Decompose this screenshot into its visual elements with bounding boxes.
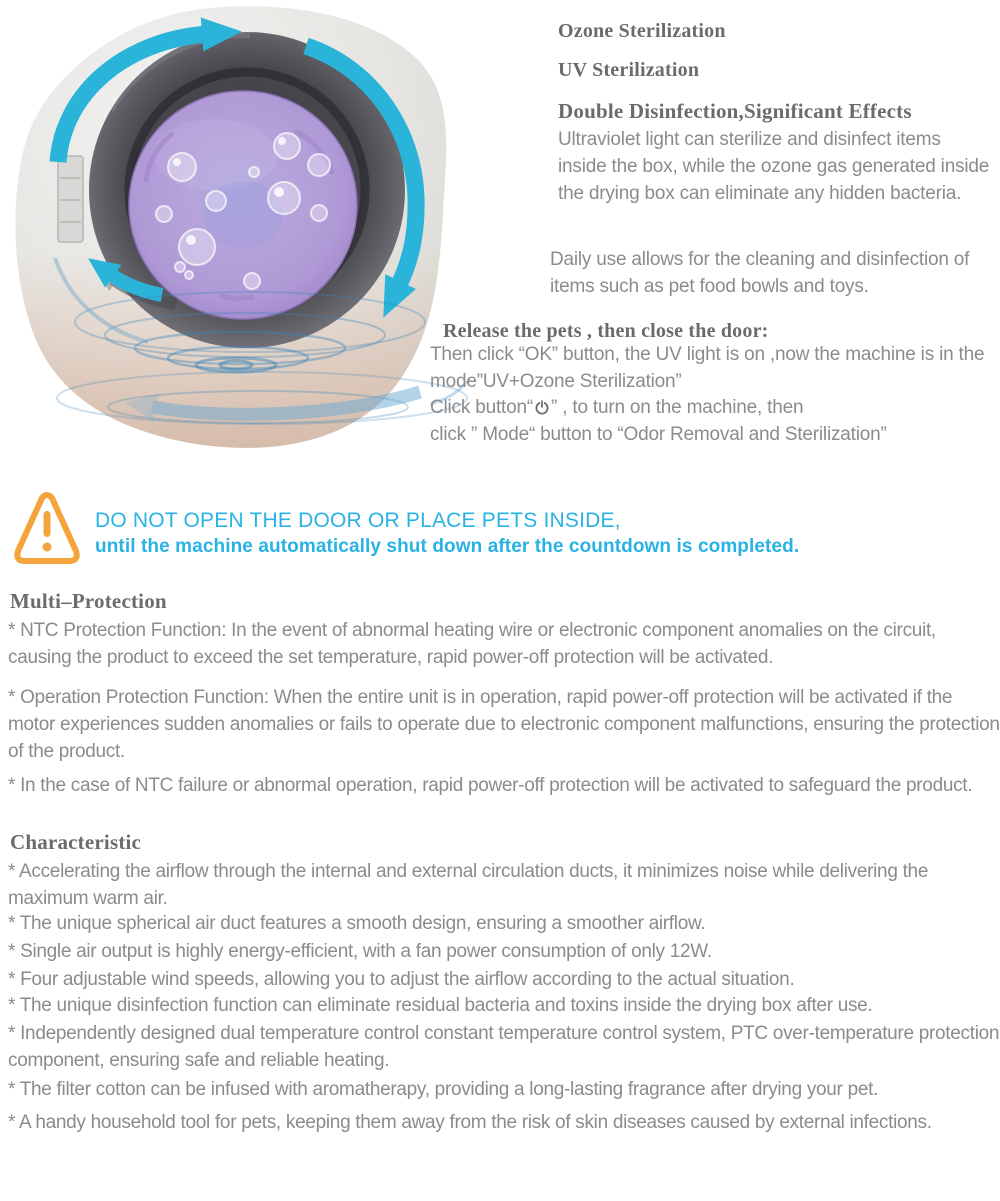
characteristic-item: * The unique disinfection function can eliminate residual bacteria and toxins inside the drying box after use. [8,995,873,1016]
uv-window [129,91,357,319]
characteristic-item: * Independently designed dual temperature control constant temperature control system, PTC over-temperature protection component, ensuring safe and reliable heating. [8,1023,1000,1071]
characteristic-item: * Accelerating the airflow through the internal and external circulation ducts, it minimizes noise while delivering the maximum warm air. [8,861,929,909]
power-button-instruction [430,394,1000,448]
mode-button-instruction: click ” Mode“ button to “Odor Removal and Sterilization” [430,424,887,445]
operation-protection-paragraph: * Operation Protection Function: When the entire unit is in operation, rapid power-off protection will be activated if the motor experiences sudden anomalies or fails to operate due to electronic component malfunctions, ensuring the protection of the product. [8,687,1000,762]
heading-uv-sterilization: UV Sterilization [558,59,700,81]
heading-ozone-sterilization: Ozone Sterilization [558,20,726,42]
characteristic-item: * The filter cotton can be infused with aromatherapy, providing a long-lasting fragrance after drying your pet. [8,1079,879,1100]
daily-use-paragraph: Daily use allows for the cleaning and disinfection of items such as pet food bowls and toys. [550,249,970,297]
warning-text-line1: DO NOT OPEN THE DOOR OR PLACE PETS INSIDE, [95,509,621,532]
warning-triangle-icon [14,491,80,565]
heading-double-disinfection: Double Disinfection,Significant Effects [558,99,912,123]
uv-description-paragraph: Ultraviolet light can sterilize and disinfect items inside the box, while the ozone gas generated inside the drying box can eliminate any hidden bacteria. [558,129,990,204]
characteristic-item: * Single air output is highly energy-efficient, with a fan power consumption of only 12W. [8,941,712,962]
characteristic-item: * The unique spherical air duct features a smooth design, ensuring a smoother airflow. [8,913,706,934]
instruction-prefix: Click button“ [430,397,533,418]
power-icon [534,399,550,415]
warning-text-line2: until the machine automatically shut down after the countdown is completed. [95,536,800,557]
ok-button-instruction: Then click “OK” button, the UV light is on ,now the machine is in the mode”UV+Ozone Sterilization” [430,344,985,392]
ntc-protection-paragraph: * NTC Protection Function: In the event of abnormal heating wire or electronic component anomalies on the circuit, causing the product to exceed the set temperature, rapid power-off protection will be activated. [8,620,936,668]
multi-protection-title: Multi–Protection [10,589,167,613]
characteristic-title: Characteristic [10,830,142,854]
ntc-failure-paragraph: * In the case of NTC failure or abnormal operation, rapid power-off protection will be activated to safeguard the product. [8,775,973,796]
instruction-suffix: ” , to turn on the machine, then [551,397,804,418]
characteristic-item: * Four adjustable wind speeds, allowing you to adjust the airflow according to the actual situation. [8,969,795,990]
door-hinge [58,156,83,242]
release-pets-heading: Release the pets , then close the door: [443,320,769,342]
characteristic-item: * A handy household tool for pets, keeping them away from the risk of skin diseases caused by external infections. [8,1112,932,1133]
